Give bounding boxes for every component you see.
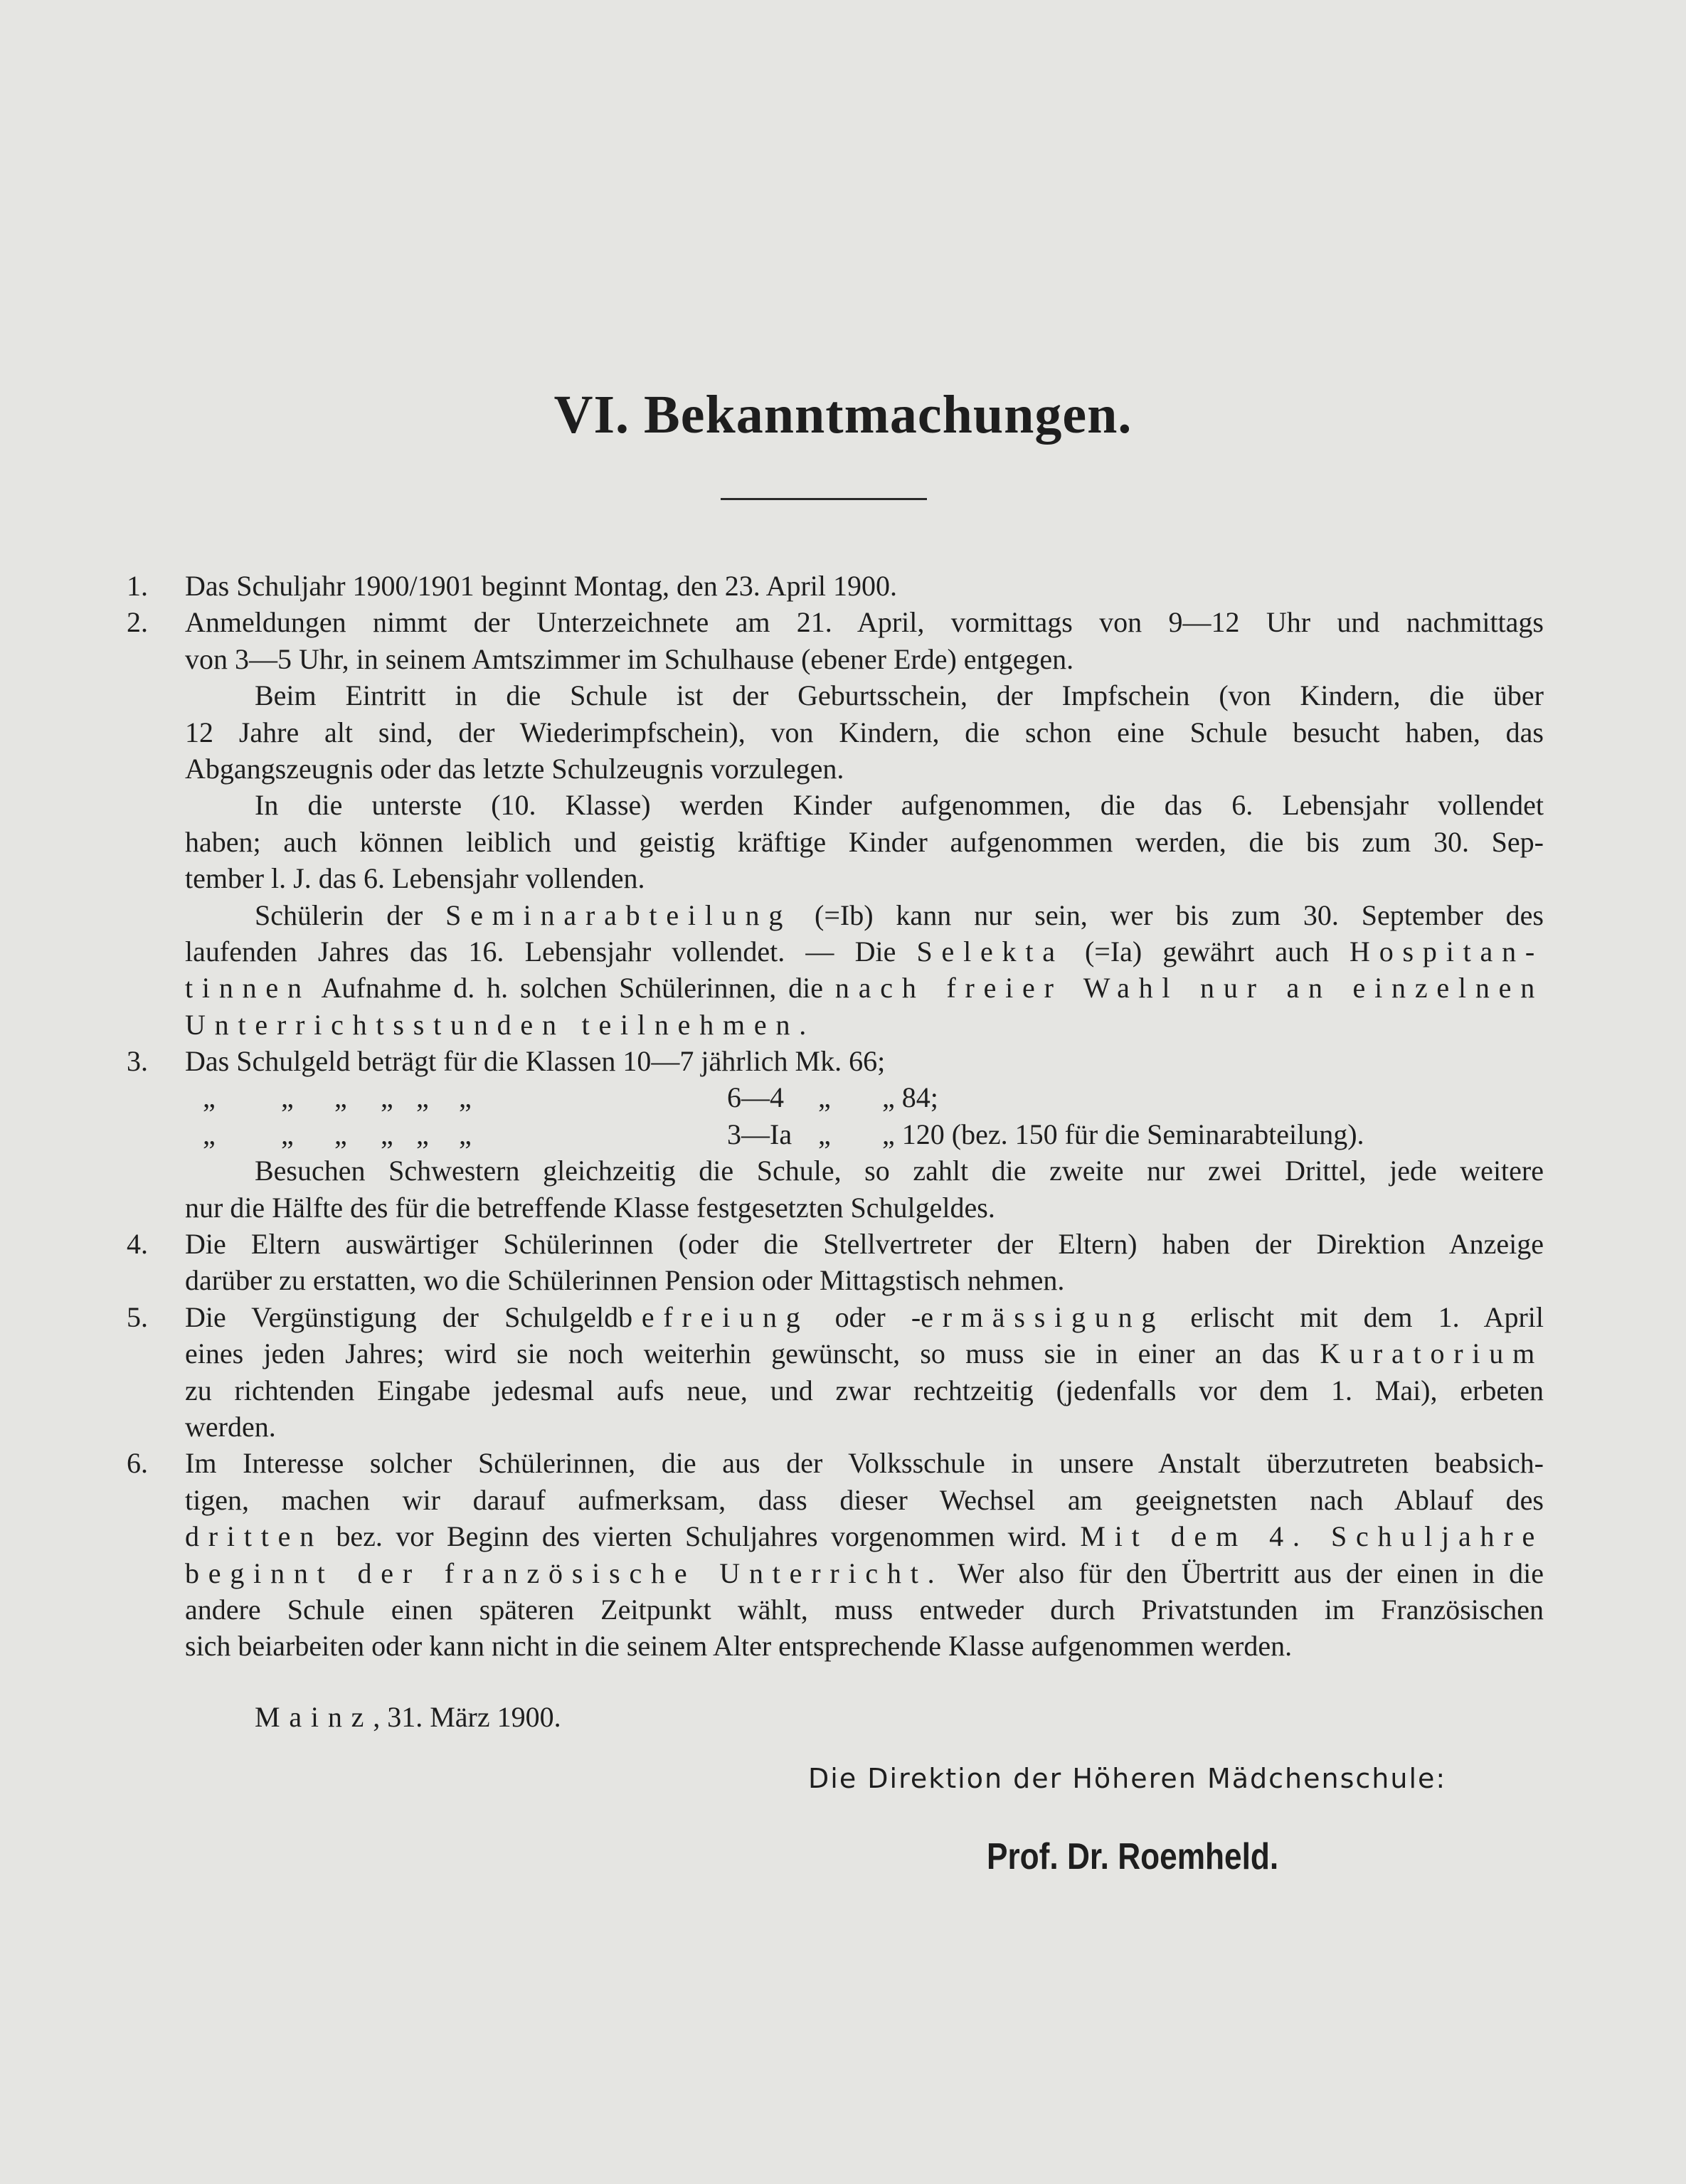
line-text: [185, 1518, 1544, 1554]
tariff-cell: „: [203, 1118, 216, 1150]
tariff-cell: „: [334, 1118, 347, 1150]
line-text: [185, 1226, 1544, 1262]
text-segment: Das Schulgeld beträgt für die Klassen 10—7 jährlich Mk. 66;: [185, 1045, 886, 1078]
text-line: [0, 1299, 1686, 1335]
text-segment: haben; auch können leiblich und geistig kräftige Kinder aufgenommen werden, die bis zum 30. Sep-: [185, 825, 1544, 858]
spaced-emphasis: dritten: [185, 1520, 324, 1553]
text-segment: tigen, machen wir darauf aufmerksam, dass dieser Wechsel am geeignetsten nach Ablauf des: [185, 1483, 1544, 1516]
line-text: [185, 641, 1544, 677]
text-segment: nur die Hälfte des für die betreffende Klasse festgesetzten Schulgeldes.: [185, 1191, 995, 1224]
text-line: [0, 751, 1686, 787]
tariff-cell: „: [459, 1118, 472, 1150]
tariff-cell: „ 84;: [882, 1081, 938, 1114]
line-text: [185, 1043, 1544, 1079]
text-segment: erlischt mit dem 1. April: [1165, 1300, 1544, 1333]
line-text: [255, 1152, 1544, 1189]
tariff-cell: „: [381, 1081, 393, 1114]
text-line: [0, 641, 1686, 677]
text-line: [0, 1189, 1686, 1226]
tariff-cell: „: [818, 1081, 831, 1114]
tariff-cell: 3—Ia: [727, 1118, 792, 1150]
spaced-emphasis: tinnen: [185, 972, 311, 1004]
line-text: [185, 1299, 1544, 1335]
spaced-emphasis: beginnt der französische Unterricht.: [185, 1557, 944, 1589]
text-line: [0, 568, 1686, 604]
line-text: [255, 897, 1544, 933]
spaced-emphasis: Selekta: [916, 935, 1064, 968]
text-line: [0, 1043, 1686, 1079]
text-segment: zu richtenden Eingabe jedesmal aufs neue, und zwar rechtzeitig (jedenfalls vor dem 1. Mai), erbeten: [185, 1374, 1544, 1406]
item-number: 5.: [127, 1300, 148, 1333]
date: , 31. März 1900.: [373, 1701, 561, 1733]
item-number: 1.: [127, 570, 148, 602]
spaced-emphasis: Hospitan-: [1350, 935, 1544, 968]
line-text: [185, 1445, 1544, 1481]
spaced-emphasis: ermässigung: [921, 1300, 1165, 1333]
line-text: [185, 1262, 1544, 1298]
text-segment: Abgangszeugnis oder das letzte Schulzeugnis vorzulegen.: [185, 752, 844, 785]
text-segment: Im Interesse solcher Schülerinnen, die aus der Volksschule in unsere Anstalt überzutreten beabsich-: [185, 1447, 1544, 1480]
line-text: [185, 1189, 1544, 1226]
text-segment: darüber zu erstatten, wo die Schülerinnen Pension oder Mittagstisch nehmen.: [185, 1264, 1065, 1297]
text-line: [0, 1335, 1686, 1372]
line-text: [185, 1628, 1544, 1664]
text-line: [0, 1116, 1686, 1152]
text-segment: Die Eltern auswärtiger Schülerinnen (oder die Stellvertreter der Eltern) haben der Direktion Anzeige: [185, 1228, 1544, 1261]
text-segment: Besuchen Schwestern gleichzeitig die Schule, so zahlt die zweite nur zwei Drittel, jede weitere: [255, 1155, 1544, 1187]
line-text: [185, 1335, 1544, 1372]
line-text: [185, 970, 1544, 1006]
spaced-emphasis: Unterrichtsstunden teilnehmen.: [185, 1008, 816, 1041]
text-line: [0, 1482, 1686, 1518]
spaced-emphasis: nach freier Wahl nur an einzelnen: [834, 972, 1544, 1004]
text-segment: Schülerin der: [255, 898, 446, 931]
text-segment: von 3—5 Uhr, in seinem Amtszimmer im Schulhause (ebener Erde) entgegen.: [185, 642, 1074, 675]
text-line: [0, 897, 1686, 933]
spaced-emphasis: Seminarabteilung: [445, 898, 792, 931]
text-line: [0, 1518, 1686, 1554]
tariff-cell: 6—4: [727, 1081, 784, 1114]
spaced-emphasis: Kuratorium: [1320, 1337, 1544, 1370]
line-text: [185, 604, 1544, 640]
text-line: [0, 714, 1686, 751]
spaced-emphasis: befreiung: [618, 1300, 810, 1333]
announcement-body: [0, 568, 1686, 1665]
text-line: [0, 933, 1686, 970]
tariff-cell: „: [381, 1118, 393, 1150]
line-text: [185, 751, 1544, 787]
text-line: [0, 970, 1686, 1006]
line-text: [255, 677, 1544, 714]
line-text: [185, 568, 1544, 604]
item-number: 3.: [127, 1045, 148, 1078]
line-text: [185, 824, 1544, 860]
text-line: [0, 1152, 1686, 1189]
line-text: [185, 1007, 1544, 1043]
text-segment: Anmeldungen nimmt der Unterzeichnete am 21. April, vormittags von 9—12 Uhr und nachmittags: [185, 606, 1544, 639]
text-segment: (=Ia) gewährt auch: [1064, 935, 1350, 968]
line-text: [185, 1372, 1544, 1409]
text-segment: Wer also für den Übertritt aus der einen in die: [943, 1557, 1544, 1589]
text-segment: andere Schule einen späteren Zeitpunkt wählt, muss entweder durch Privatstunden im Französischen: [185, 1593, 1544, 1626]
line-text: [185, 1482, 1544, 1518]
text-line: [0, 1591, 1686, 1628]
tariff-cell: „: [203, 1081, 216, 1114]
tariff-cell: „: [416, 1118, 429, 1150]
text-line: [0, 604, 1686, 640]
text-line: [0, 824, 1686, 860]
tariff-cell: „: [281, 1118, 294, 1150]
tariff-cell: „: [334, 1081, 347, 1114]
text-segment: Beim Eintritt in die Schule ist der Geburtsschein, der Impfschein (von Kindern, die über: [255, 679, 1544, 712]
text-line: [0, 1555, 1686, 1591]
text-segment: (=Ib) kann nur sein, wer bis zum 30. September des: [792, 898, 1544, 931]
text-segment: eines jeden Jahres; wird sie noch weiterhin gewünscht, so muss sie in einer an das: [185, 1337, 1320, 1370]
text-segment: bez. vor Beginn des vierten Schuljahres vorgenommen wird.: [323, 1520, 1081, 1553]
text-line: [0, 1226, 1686, 1262]
line-text: [255, 787, 1544, 823]
text-line: [0, 677, 1686, 714]
text-segment: Das Schuljahr 1900/1901 beginnt Montag, den 23. April 1900.: [185, 570, 898, 602]
page-title: VI. Bekanntmachungen.: [553, 385, 1133, 445]
text-line: [0, 1262, 1686, 1298]
line-text: [185, 1409, 1544, 1445]
item-number: 6.: [127, 1447, 148, 1480]
line-text: [185, 714, 1544, 751]
text-segment: laufenden Jahres das 16. Lebensjahr vollendet. — Die: [185, 935, 917, 968]
text-segment: tember l. J. das 6. Lebensjahr vollenden.: [185, 862, 645, 895]
text-line: [0, 1628, 1686, 1664]
tariff-cell: „: [818, 1118, 831, 1150]
place-date: [255, 1700, 561, 1734]
text-segment: Aufnahme d. h. solchen Schülerinnen, die: [310, 972, 835, 1004]
signature-office: Die Direktion der Höheren Mädchenschule:: [808, 1763, 1447, 1794]
text-line: [0, 1079, 1686, 1115]
tariff-cell: „: [416, 1081, 429, 1114]
line-text: [185, 860, 1544, 896]
place-city: Mainz: [255, 1701, 373, 1733]
line-text: [185, 1555, 1544, 1591]
text-segment: werden.: [185, 1410, 276, 1443]
text-line: [0, 1007, 1686, 1043]
tariff-cell: „ 120 (bez. 150 für die Seminarabteilung).: [882, 1118, 1364, 1150]
text-segment: In die unterste (10. Klasse) werden Kinder aufgenommen, die das 6. Lebensjahr vollendet: [255, 789, 1544, 822]
item-number: 4.: [127, 1228, 148, 1261]
text-line: [0, 860, 1686, 896]
text-segment: oder -: [809, 1300, 921, 1333]
title-divider: [721, 498, 927, 500]
line-text: [185, 1591, 1544, 1628]
text-line: [0, 1372, 1686, 1409]
text-segment: Die Vergünstigung der Schulgeld: [185, 1300, 619, 1333]
text-line: [0, 1409, 1686, 1445]
text-segment: 12 Jahre alt sind, der Wiederimpfschein), von Kindern, die schon eine Schule besucht haben, das: [185, 716, 1544, 748]
text-line: [0, 1445, 1686, 1481]
tariff-cell: „: [281, 1081, 294, 1114]
tariff-cell: „: [459, 1081, 472, 1114]
spaced-emphasis: Mit dem 4. Schuljahre: [1080, 1520, 1544, 1553]
text-line: [0, 787, 1686, 823]
item-number: 2.: [127, 606, 148, 639]
text-segment: sich beiarbeiten oder kann nicht in die seinem Alter entsprechende Klasse aufgenommen werden.: [185, 1630, 1293, 1663]
signature-name: Prof. Dr. Roemheld.: [987, 1836, 1279, 1877]
line-text: [185, 933, 1544, 970]
